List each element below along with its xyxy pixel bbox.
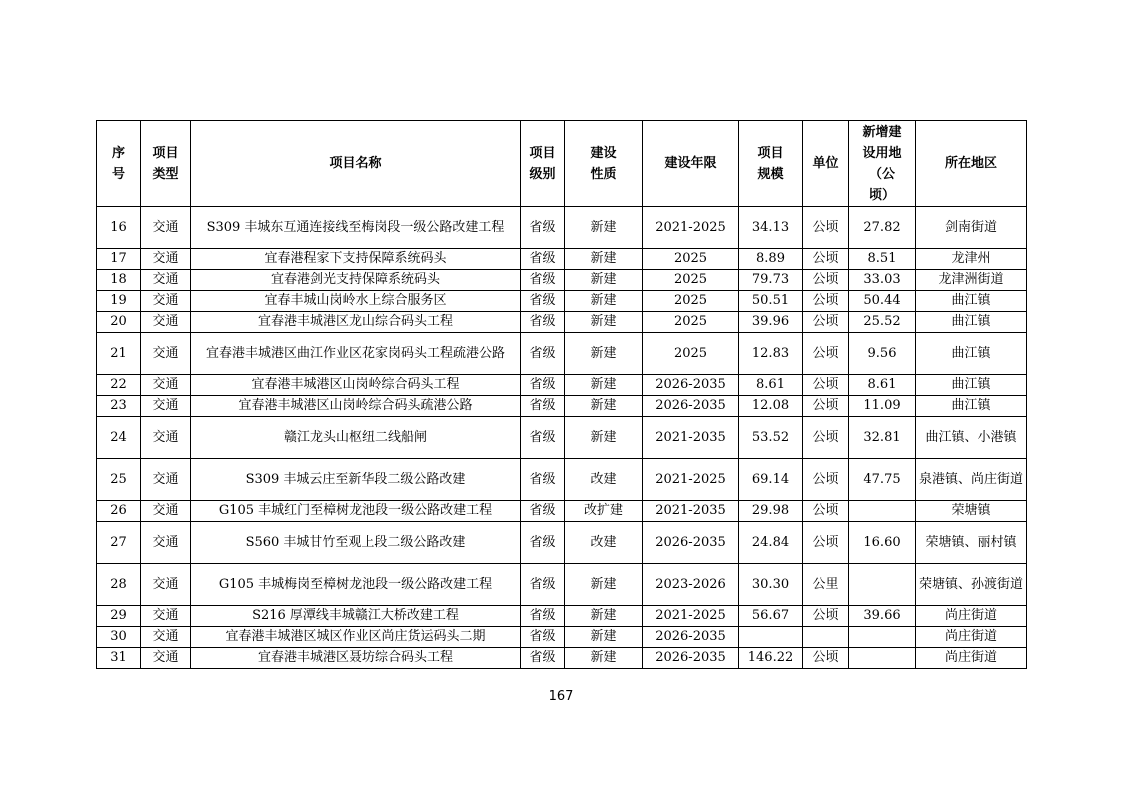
cell-type: 交通	[141, 375, 191, 396]
cell-period: 2021-2025	[643, 207, 739, 249]
cell-level: 省级	[521, 291, 565, 312]
cell-name: 宜春港丰城港区龙山综合码头工程	[191, 312, 521, 333]
cell-scale: 69.14	[739, 459, 803, 501]
cell-land: 8.61	[849, 375, 916, 396]
cell-land	[849, 501, 916, 522]
cell-area: 龙津洲街道	[916, 270, 1027, 291]
cell-name: S309 丰城东互通连接线至梅岗段一级公路改建工程	[191, 207, 521, 249]
cell-scale: 12.83	[739, 333, 803, 375]
cell-level: 省级	[521, 627, 565, 648]
cell-area: 曲江镇	[916, 312, 1027, 333]
cell-seq: 18	[97, 270, 141, 291]
cell-nature: 新建	[565, 564, 643, 606]
cell-land: 33.03	[849, 270, 916, 291]
cell-unit: 公顷	[803, 606, 849, 627]
cell-level: 省级	[521, 648, 565, 669]
cell-name: S560 丰城甘竹至观上段二级公路改建	[191, 522, 521, 564]
cell-nature: 新建	[565, 648, 643, 669]
cell-unit: 公里	[803, 564, 849, 606]
cell-unit: 公顷	[803, 459, 849, 501]
header-nature: 建设 性质	[565, 121, 643, 207]
cell-name: S309 丰城云庄至新华段二级公路改建	[191, 459, 521, 501]
cell-scale: 79.73	[739, 270, 803, 291]
cell-scale: 53.52	[739, 417, 803, 459]
cell-name: 宜春港丰城港区山岗岭综合码头工程	[191, 375, 521, 396]
cell-unit: 公顷	[803, 396, 849, 417]
cell-seq: 25	[97, 459, 141, 501]
cell-seq: 26	[97, 501, 141, 522]
cell-scale: 34.13	[739, 207, 803, 249]
cell-period: 2026-2035	[643, 522, 739, 564]
cell-nature: 改扩建	[565, 501, 643, 522]
table-row	[97, 417, 1027, 459]
cell-land: 11.09	[849, 396, 916, 417]
cell-period: 2025	[643, 249, 739, 270]
cell-seq: 28	[97, 564, 141, 606]
cell-level: 省级	[521, 207, 565, 249]
table-row	[97, 270, 1027, 291]
cell-type: 交通	[141, 648, 191, 669]
cell-area: 尚庄街道	[916, 648, 1027, 669]
table-row	[97, 627, 1027, 648]
cell-land: 8.51	[849, 249, 916, 270]
cell-scale: 56.67	[739, 606, 803, 627]
cell-seq: 30	[97, 627, 141, 648]
cell-type: 交通	[141, 417, 191, 459]
cell-area: 荣塘镇	[916, 501, 1027, 522]
cell-land: 32.81	[849, 417, 916, 459]
cell-unit: 公顷	[803, 648, 849, 669]
cell-scale: 8.61	[739, 375, 803, 396]
header-level: 项目 级别	[521, 121, 565, 207]
header-seq: 序 号	[97, 121, 141, 207]
cell-unit: 公顷	[803, 375, 849, 396]
cell-seq: 23	[97, 396, 141, 417]
cell-type: 交通	[141, 459, 191, 501]
cell-period: 2021-2025	[643, 459, 739, 501]
cell-period: 2021-2035	[643, 417, 739, 459]
cell-scale: 30.30	[739, 564, 803, 606]
cell-nature: 新建	[565, 333, 643, 375]
cell-type: 交通	[141, 522, 191, 564]
cell-name: 宜春港剑光支持保障系统码头	[191, 270, 521, 291]
cell-scale: 146.22	[739, 648, 803, 669]
table-row	[97, 501, 1027, 522]
cell-nature: 新建	[565, 270, 643, 291]
cell-name: G105 丰城梅岗至樟树龙池段一级公路改建工程	[191, 564, 521, 606]
cell-unit: 公顷	[803, 270, 849, 291]
cell-type: 交通	[141, 627, 191, 648]
cell-seq: 16	[97, 207, 141, 249]
cell-seq: 19	[97, 291, 141, 312]
cell-unit: 公顷	[803, 417, 849, 459]
cell-area: 曲江镇	[916, 333, 1027, 375]
cell-level: 省级	[521, 270, 565, 291]
cell-unit: 公顷	[803, 249, 849, 270]
cell-scale	[739, 627, 803, 648]
cell-nature: 新建	[565, 249, 643, 270]
cell-land	[849, 627, 916, 648]
cell-name: 宜春港丰城港区聂坊综合码头工程	[191, 648, 521, 669]
header-scale: 项目 规模	[739, 121, 803, 207]
cell-seq: 17	[97, 249, 141, 270]
cell-scale: 24.84	[739, 522, 803, 564]
cell-area: 尚庄街道	[916, 627, 1027, 648]
table-body	[97, 207, 1027, 669]
cell-level: 省级	[521, 564, 565, 606]
cell-type: 交通	[141, 312, 191, 333]
cell-period: 2025	[643, 333, 739, 375]
cell-level: 省级	[521, 375, 565, 396]
cell-unit: 公顷	[803, 522, 849, 564]
cell-period: 2021-2025	[643, 606, 739, 627]
cell-nature: 新建	[565, 291, 643, 312]
cell-period: 2025	[643, 312, 739, 333]
cell-level: 省级	[521, 396, 565, 417]
cell-nature: 新建	[565, 375, 643, 396]
cell-type: 交通	[141, 564, 191, 606]
cell-type: 交通	[141, 333, 191, 375]
table-row	[97, 312, 1027, 333]
cell-level: 省级	[521, 333, 565, 375]
cell-nature: 新建	[565, 417, 643, 459]
cell-area: 尚庄街道	[916, 606, 1027, 627]
cell-area: 泉港镇、尚庄街道	[916, 459, 1027, 501]
cell-seq: 24	[97, 417, 141, 459]
cell-nature: 新建	[565, 207, 643, 249]
cell-land: 16.60	[849, 522, 916, 564]
cell-scale: 50.51	[739, 291, 803, 312]
cell-area: 曲江镇	[916, 291, 1027, 312]
cell-name: 宜春港丰城港区山岗岭综合码头疏港公路	[191, 396, 521, 417]
cell-type: 交通	[141, 207, 191, 249]
cell-level: 省级	[521, 312, 565, 333]
cell-unit	[803, 627, 849, 648]
table-row	[97, 291, 1027, 312]
cell-land	[849, 564, 916, 606]
cell-name: 赣江龙头山枢纽二线船闸	[191, 417, 521, 459]
cell-type: 交通	[141, 249, 191, 270]
cell-area: 龙津州	[916, 249, 1027, 270]
table-row	[97, 648, 1027, 669]
cell-type: 交通	[141, 270, 191, 291]
cell-type: 交通	[141, 606, 191, 627]
cell-period: 2025	[643, 291, 739, 312]
cell-name: 宜春港丰城港区城区作业区尚庄货运码头二期	[191, 627, 521, 648]
cell-land	[849, 648, 916, 669]
page-number: 167	[548, 689, 574, 704]
cell-period: 2026-2035	[643, 648, 739, 669]
cell-unit: 公顷	[803, 207, 849, 249]
table-row	[97, 564, 1027, 606]
cell-name: 宜春丰城山岗岭水上综合服务区	[191, 291, 521, 312]
cell-period: 2021-2035	[643, 501, 739, 522]
cell-name: S216 厚潭线丰城赣江大桥改建工程	[191, 606, 521, 627]
cell-seq: 27	[97, 522, 141, 564]
cell-nature: 新建	[565, 627, 643, 648]
cell-land: 25.52	[849, 312, 916, 333]
cell-name: G105 丰城红门至樟树龙池段一级公路改建工程	[191, 501, 521, 522]
cell-area: 曲江镇、小港镇	[916, 417, 1027, 459]
header-land: 新增建 设用地 （公 顷）	[849, 121, 916, 207]
cell-area: 曲江镇	[916, 396, 1027, 417]
cell-land: 9.56	[849, 333, 916, 375]
cell-land: 39.66	[849, 606, 916, 627]
cell-name: 宜春港丰城港区曲江作业区花家岗码头工程疏港公路	[191, 333, 521, 375]
cell-nature: 改建	[565, 459, 643, 501]
cell-land: 27.82	[849, 207, 916, 249]
cell-unit: 公顷	[803, 333, 849, 375]
cell-type: 交通	[141, 291, 191, 312]
project-table	[96, 120, 1027, 669]
table-row	[97, 606, 1027, 627]
table-row	[97, 459, 1027, 501]
cell-unit: 公顷	[803, 291, 849, 312]
header-unit: 单位	[803, 121, 849, 207]
cell-area: 剑南街道	[916, 207, 1027, 249]
cell-nature: 新建	[565, 606, 643, 627]
cell-nature: 新建	[565, 396, 643, 417]
table-row	[97, 207, 1027, 249]
header-area: 所在地区	[916, 121, 1027, 207]
cell-seq: 20	[97, 312, 141, 333]
table-row	[97, 522, 1027, 564]
cell-seq: 31	[97, 648, 141, 669]
cell-seq: 21	[97, 333, 141, 375]
cell-area: 曲江镇	[916, 375, 1027, 396]
cell-land: 47.75	[849, 459, 916, 501]
header-period: 建设年限	[643, 121, 739, 207]
cell-seq: 22	[97, 375, 141, 396]
cell-unit: 公顷	[803, 501, 849, 522]
cell-period: 2026-2035	[643, 375, 739, 396]
cell-period: 2023-2026	[643, 564, 739, 606]
cell-scale: 39.96	[739, 312, 803, 333]
cell-type: 交通	[141, 501, 191, 522]
cell-scale: 12.08	[739, 396, 803, 417]
cell-land: 50.44	[849, 291, 916, 312]
cell-seq: 29	[97, 606, 141, 627]
cell-type: 交通	[141, 396, 191, 417]
cell-area: 荣塘镇、丽村镇	[916, 522, 1027, 564]
cell-level: 省级	[521, 459, 565, 501]
header-name: 项目名称	[191, 121, 521, 207]
cell-scale: 29.98	[739, 501, 803, 522]
table-row	[97, 333, 1027, 375]
table-row	[97, 249, 1027, 270]
cell-area: 荣塘镇、孙渡街道	[916, 564, 1027, 606]
table-row	[97, 396, 1027, 417]
cell-level: 省级	[521, 249, 565, 270]
cell-period: 2026-2035	[643, 396, 739, 417]
cell-scale: 8.89	[739, 249, 803, 270]
cell-level: 省级	[521, 606, 565, 627]
cell-period: 2026-2035	[643, 627, 739, 648]
cell-name: 宜春港程家下支持保障系统码头	[191, 249, 521, 270]
cell-nature: 改建	[565, 522, 643, 564]
cell-unit: 公顷	[803, 312, 849, 333]
cell-level: 省级	[521, 417, 565, 459]
cell-level: 省级	[521, 501, 565, 522]
table-row	[97, 375, 1027, 396]
header-type: 项目 类型	[141, 121, 191, 207]
cell-nature: 新建	[565, 312, 643, 333]
header-row	[97, 121, 1027, 207]
cell-level: 省级	[521, 522, 565, 564]
cell-period: 2025	[643, 270, 739, 291]
